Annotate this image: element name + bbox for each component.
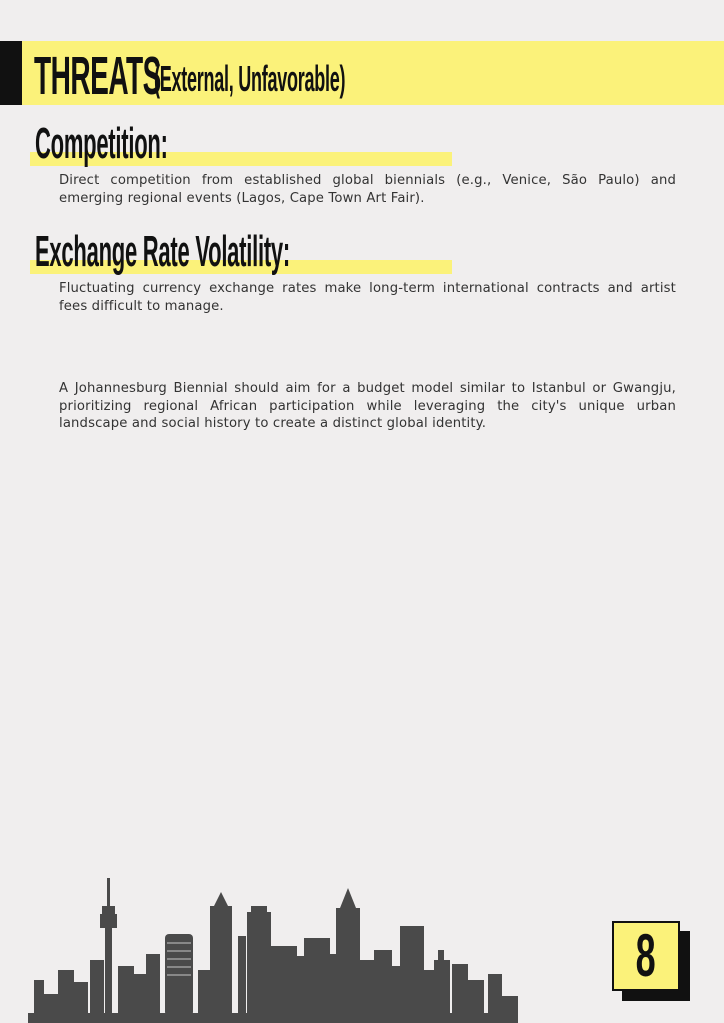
page-title-subtitle: (External, Unfavorable) xyxy=(154,58,346,99)
section-heading-exchange-rate: Exchange Rate Volatility: xyxy=(35,227,290,276)
johannesburg-skyline-icon xyxy=(0,870,520,1023)
page-title xyxy=(34,40,346,106)
conclusion-paragraph: A Johannesburg Biennial should aim for a budget model similar to Istanbul or Gwangju, prioritizing regional African participation while leveraging the city's unique urban landscape and social history to create a distinct global identity. xyxy=(59,381,676,431)
page-number-box xyxy=(612,921,680,991)
page-title-main: THREATS xyxy=(34,46,161,106)
section-heading-competition: Competition: xyxy=(35,119,168,168)
section-body-competition: Direct competition from established global biennials (e.g., Venice, São Paulo) and emerging regional events (Lagos, Cape Town Art Fair). xyxy=(59,173,676,206)
page-number: 8 xyxy=(635,922,657,989)
header-accent-block xyxy=(0,41,22,105)
section-body-exchange-rate: Fluctuating currency exchange rates make long-term international contracts and artist fees difficult to manage. xyxy=(59,281,676,314)
